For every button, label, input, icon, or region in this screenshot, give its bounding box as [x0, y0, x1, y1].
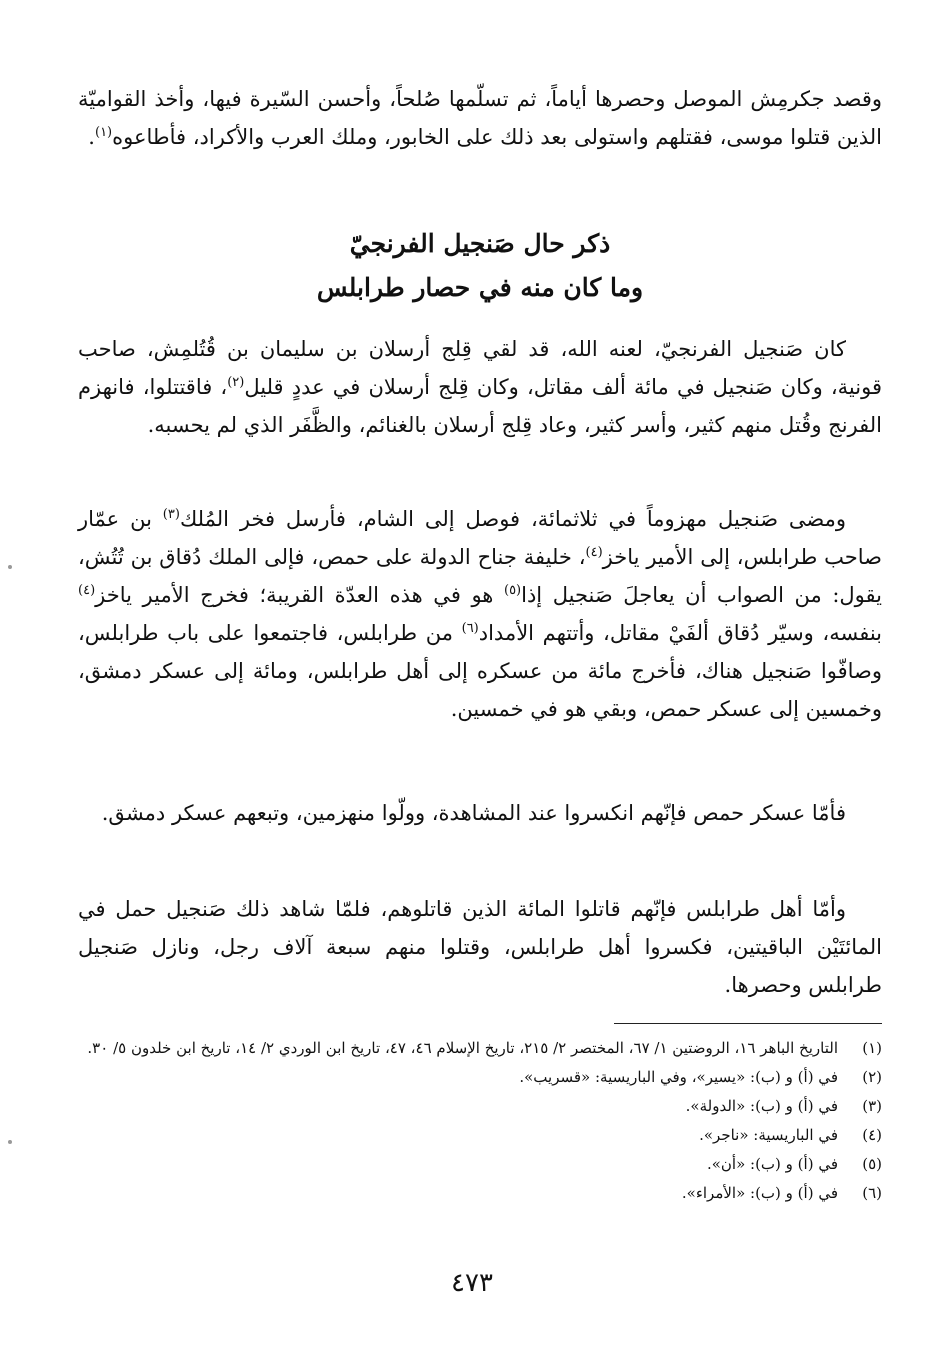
footnote-text: في (أ) و (ب): «الدولة».	[685, 1097, 838, 1115]
paragraph-4: وأمّا أهل طرابلس فإنّهم قاتلوا المائة الذين قاتلوهم، فلمّا شاهد ذلك صَنجيل حمل في المائتَيْن الباقيتين، فكسروا أهل طرابلس، وقتلوا منهم سبعة آلاف رجل، ونازل صَنجيل طرابلس وحصرها.	[78, 897, 882, 997]
scan-speck	[8, 1140, 12, 1144]
footnote-ref[interactable]: (١)	[94, 125, 113, 140]
text-run: .	[88, 125, 95, 149]
footnote-ref[interactable]: (٣)	[162, 507, 180, 522]
paragraph-3: فأمّا عسكر حمص فإنّهم انكسروا عند المشاهدة، وولّوا منهزمين، وتبعهم عسكر دمشق.	[101, 801, 846, 825]
footnote-text: في (أ) و (ب): «أن».	[706, 1155, 838, 1173]
footnote-divider	[614, 1023, 882, 1024]
footnote-ref[interactable]: (٤)	[585, 545, 603, 560]
text-run: هو في هذه العدّة القريبة؛ فخرج الأمير ياخز	[95, 583, 504, 607]
footnote-text: في (أ) و (ب): «يسير»، وفي الباريسية: «قسريب».	[519, 1068, 838, 1086]
text-run: من طرابلس، فاجتمعوا على باب طرابلس، وصافّوا صَنجيل هناك، فأخرج مائة من عسكره إلى أهل طرابلس، ومائة إلى عسكر دمشق، وخمسين إلى عسكر حمص، وبقي هو في خمسين.	[78, 621, 882, 721]
footnote-number: (٢)	[862, 1068, 882, 1086]
footnote-ref[interactable]: (٤)	[78, 583, 96, 598]
footnote-1	[78, 1034, 882, 1063]
footnote-5	[78, 1150, 882, 1179]
footnote-text: في الباريسية: «ناجر».	[699, 1126, 838, 1144]
paragraph-2	[78, 500, 882, 728]
footnote-ref[interactable]: (٦)	[461, 621, 479, 636]
footnote-number: (٤)	[862, 1126, 882, 1144]
footnote-3	[78, 1092, 882, 1121]
text-run: بنفسه، وسيّر دُقاق ألفَيْ مقاتل، وأتتهم الأمداد	[478, 621, 882, 645]
footnote-number: (٥)	[862, 1155, 882, 1173]
text-run: ومضى صَنجيل مهزوماً في ثلاثمائة، فوصل إلى الشام، فأرسل فخر المُلك	[179, 507, 846, 531]
footnote-text: في (أ) و (ب): «الأمراء».	[681, 1184, 838, 1202]
text-run: كان صَنجيل الفرنجيّ، لعنه الله، قد لقي قِلج أرسلان بن سليمان بن قُتُلمِش، صاحب قونية، وكان صَنجيل في مائة ألف مقاتل، وكان قِلج أرسلان في عددٍ قليل	[78, 337, 882, 399]
footnote-2	[78, 1063, 882, 1092]
footnote-4	[78, 1121, 882, 1150]
text-run: وقصد جكرمِش الموصل وحصرها أياماً، ثم تسلّمها صُلحاً، وأحسن السّيرة فيها، وأخذ القواميّة الذين قتلوا موسى، فقتلهم واستولى بعد ذلك على الخابور، وملك العرب والأكراد، فأطاعوه	[78, 87, 882, 149]
footnote-text: التاريخ الباهر ١٦، الروضتين ١/ ٦٧، المختصر ٢/ ٢١٥، تاريخ الإسلام ٤٦، ٤٧، تاريخ ابن الوردي ٢/ ١٤، تاريخ ابن خلدون ٥/ ٣٠.	[87, 1039, 838, 1057]
footnotes-list	[78, 1034, 882, 1208]
text-run: بن عمّار صاحب طرابلس، إلى الأمير ياخز	[78, 507, 882, 569]
footnote-number: (٦)	[862, 1184, 882, 1202]
section-heading-line-2: وما كان منه في حصار طرابلس	[316, 273, 644, 302]
text-run: ، فاقتتلوا، فانهزم الفرنج وقُتل منهم كثير، وأسر كثير، وعاد قِلج أرسلان بالغنائم، والظَّفَر الذي لم يحسبه.	[78, 375, 882, 437]
footnote-6	[78, 1179, 882, 1208]
intro-paragraph	[78, 80, 882, 156]
scan-speck	[8, 565, 12, 569]
footnote-ref[interactable]: (٢)	[227, 375, 245, 390]
section-heading-line-1: ذكر حال صَنجيل الفرنجيّ	[349, 229, 611, 258]
footnote-ref[interactable]: (٥)	[503, 583, 522, 598]
footnote-number: (١)	[862, 1039, 882, 1057]
text-run: ، خليفة جناح الدولة على حمص، فإلى الملك دُقاق بن تُتُش، يقول: من الصواب أن يعاجلَ صَنجيل إذا	[78, 545, 882, 607]
paragraph-1	[78, 330, 882, 444]
footnote-number: (٣)	[862, 1097, 882, 1115]
page-number: ٤٧٣	[451, 1268, 493, 1298]
